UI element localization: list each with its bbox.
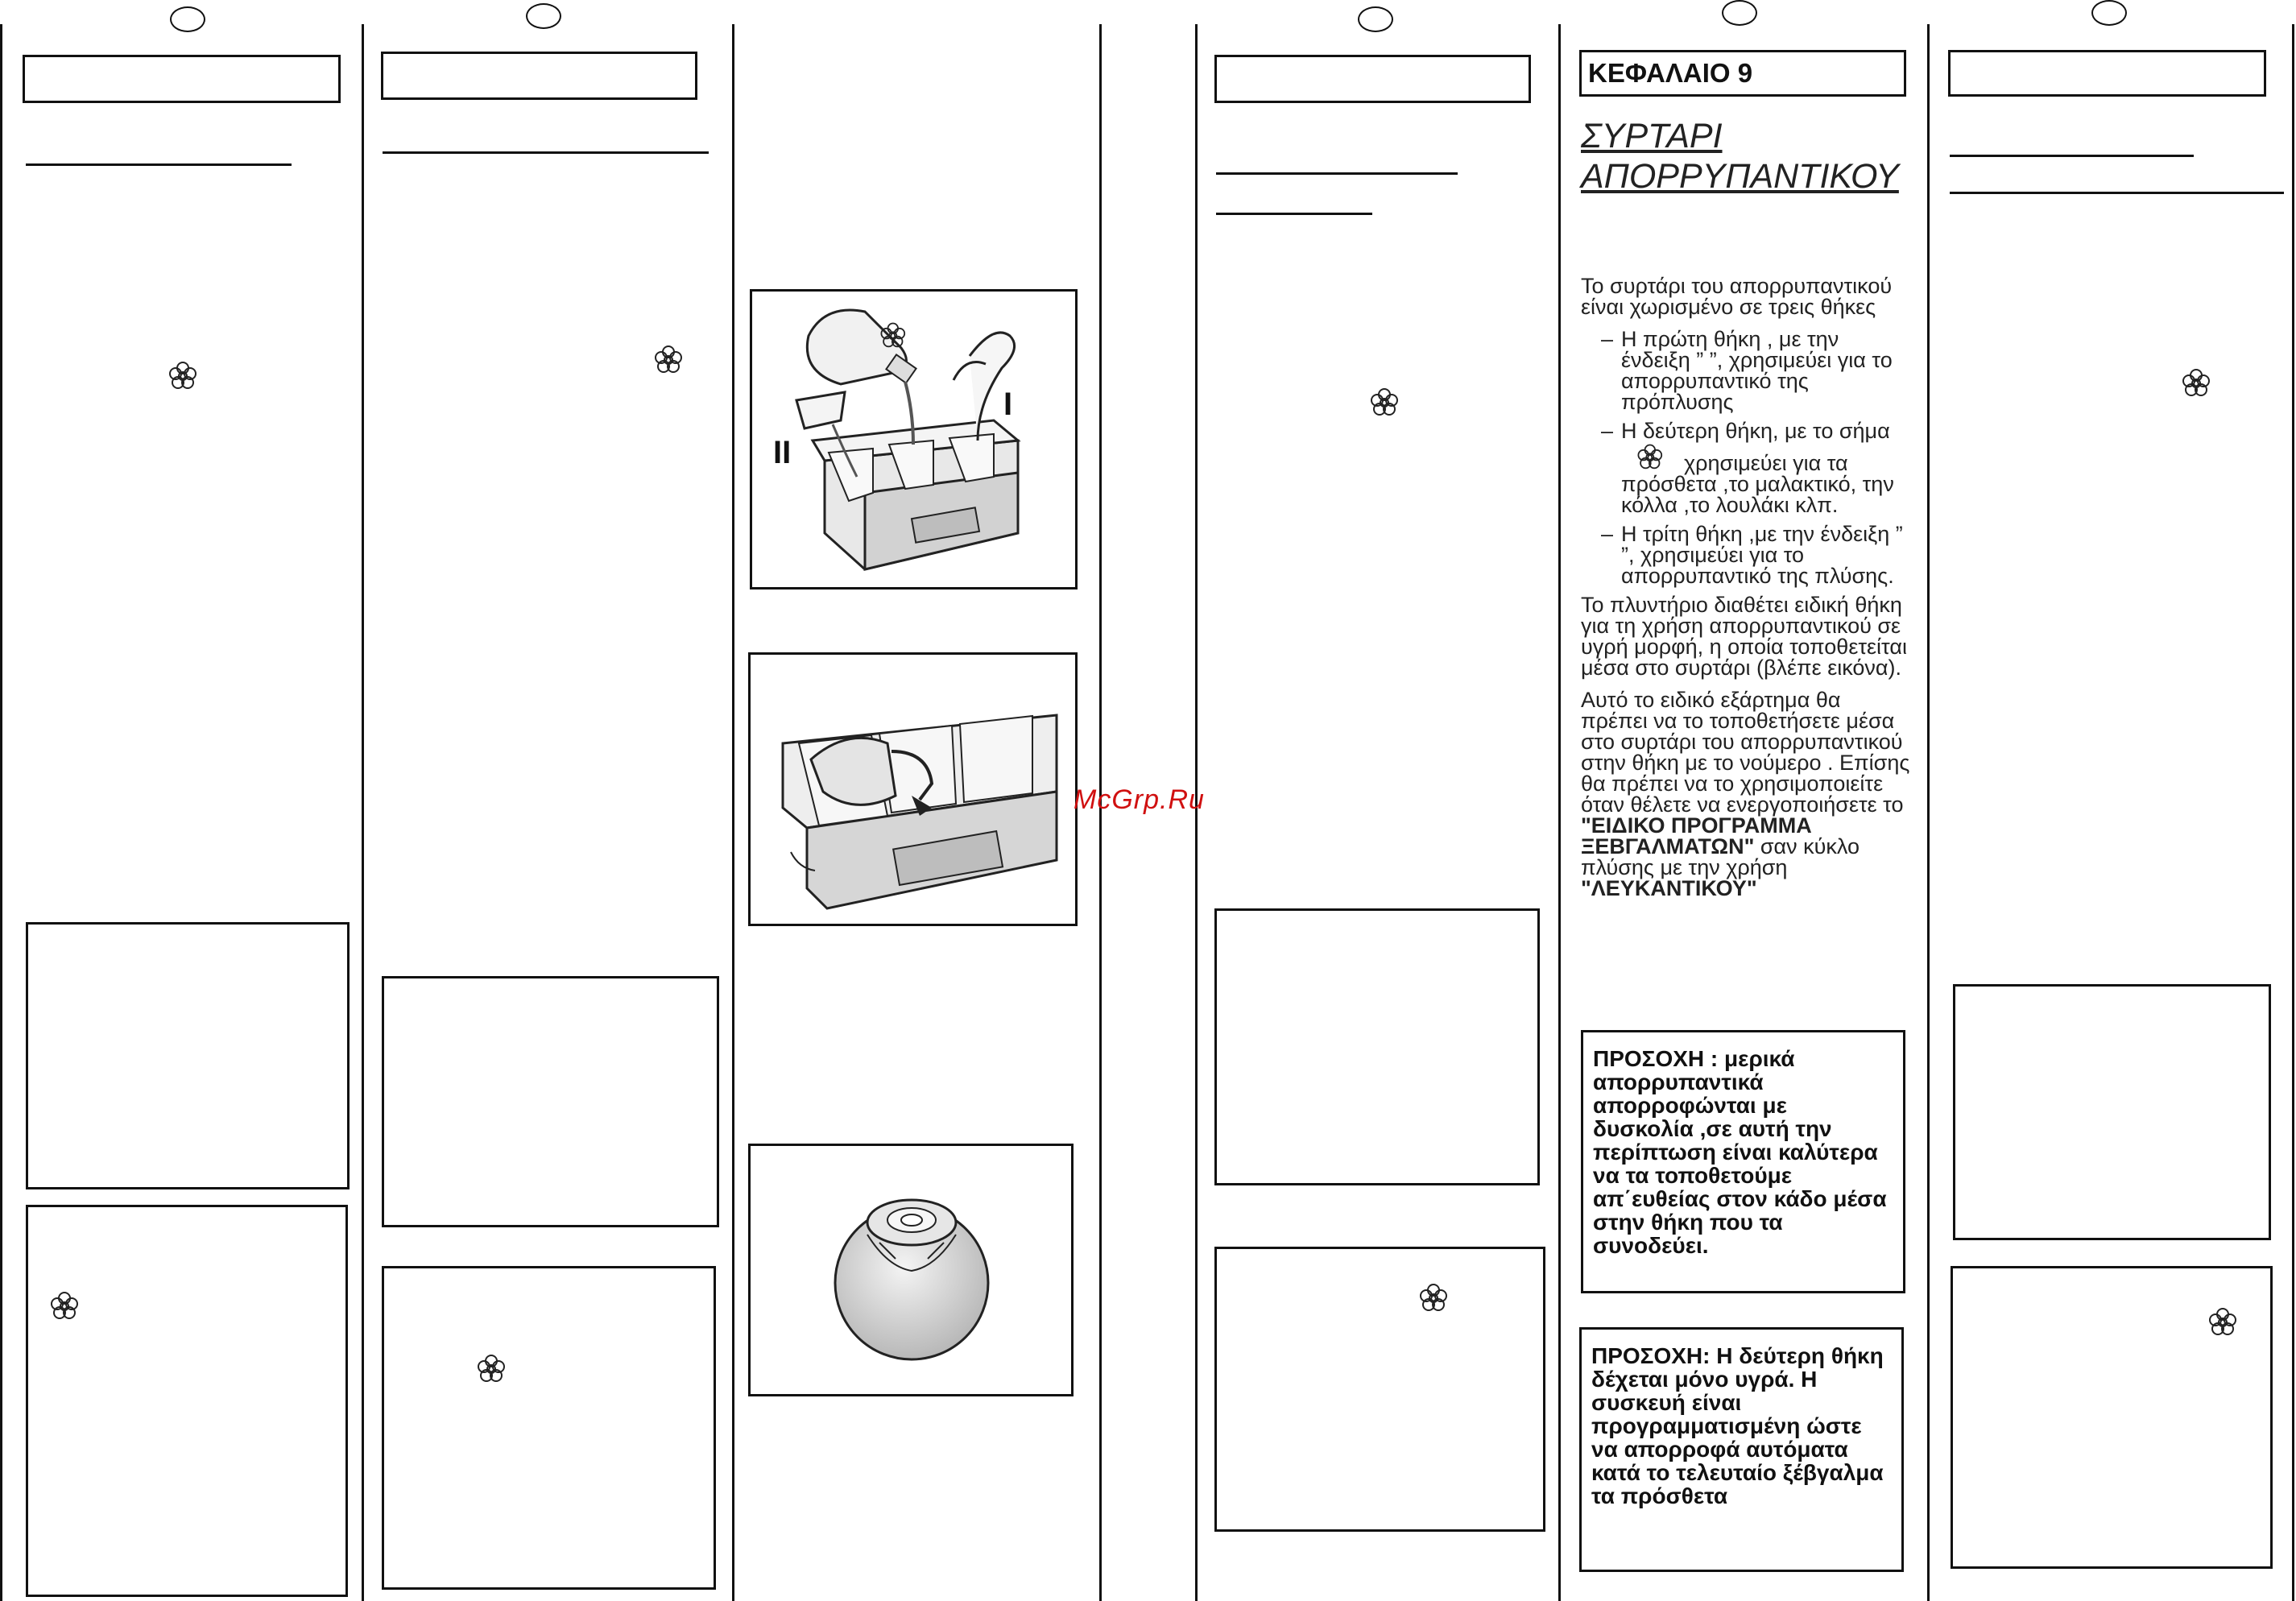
column-divider [732,24,734,1601]
figure-insert-part [748,1144,1074,1396]
watermark: McGrp.Ru [1074,784,1205,815]
binder-hole [1722,0,1757,26]
compartment-label-left: II [773,435,792,470]
title-underline [26,163,292,166]
flower-icon [2205,1305,2240,1340]
compartment-item-3: – Η τρίτη θήκη ,με την ένδειξη ” ”, χρησιμεύει για το απορρυπαντικό της πλύσης. [1601,522,1903,588]
compartment-item-2-cont: χρησιμεύει για τα πρόσθετα ,το μαλακτικό, την κόλλα ,το λουλάκι κλπ. [1581,453,1913,515]
title-underline [1950,155,2194,157]
liquid-paragraph: Το πλυντήριο διαθέτει ειδική θήκη για τη χρήση απορρυπαντικού σε υγρή μορφή, η οποία τοποθετείται μέσα στο συρτάρι (βλέπε εικόνα). [1581,593,1907,680]
warning-box-1 [1581,1030,1905,1293]
flower-icon [651,342,686,378]
binder-hole [526,3,561,29]
warning-text-2: ΠΡΟΣΟΧΗ: Η δεύτερη θήκη δέχεται μόνο υγρά. Η συσκευή είναι προγραμματισμένη ώστε να απορροφά αυτόματα κατά το τελευταίο ξέβγαλμα τα πρόσθετα [1591,1343,1884,1508]
section-title-line1: ΣΥΡΤΑΡΙ [1581,117,1723,155]
warning-box-2 [1579,1327,1904,1572]
figure-detergent-pouring [750,289,1078,590]
empty-note-box [382,1266,716,1590]
empty-note-box [1214,1247,1545,1532]
flower-icon [47,1289,82,1324]
empty-note-box [26,1205,348,1597]
section-title-line2: ΑΠΟΡΡΥΠΑΝΤΙΚΟΥ [1581,157,1899,196]
binder-hole [2091,0,2127,26]
intro-paragraph: Το συρτάρι του απορρυπαντικού είναι χωρισμένο σε τρεις θήκες [1581,274,1893,319]
empty-note-box [1953,984,2271,1240]
flower-icon [1416,1280,1451,1316]
column-divider [362,24,364,1601]
figure-liquid-insert [748,652,1078,926]
binder-hole [1358,6,1393,32]
accessory-paragraph: Αυτό το ειδικό εξάρτημα θα πρέπει να το τοποθετήσετε μέσα στο συρτάρι του απορρυπαντικού στην θήκη με το νούμερο . Επίσης θα πρέπει να το χρησιμοποιείτε όταν θέλετε να ενεργοποιήσετε το "ΕΙΔΙΚΟ ΠΡΟΓΡΑΜΜΑ ΞΕΒΓΑΛΜΑΤΩΝ" σαν κύκλο πλύσης με την χρήση "ΛΕΥΚΑΝΤΙΚΟΥ" [1581,688,1910,900]
flower-icon [1367,385,1402,420]
flower-icon [474,1351,509,1387]
title-underline [1216,213,1372,215]
title-underline [1950,192,2284,194]
flower-icon [1634,441,1666,474]
column-divider [0,24,2,1601]
flower-icon [2178,366,2214,401]
empty-header-box [1214,55,1531,103]
empty-note-box [1214,908,1540,1185]
title-underline [383,151,709,154]
empty-note-box [26,922,350,1189]
compartment-label-right: I [1003,387,1013,422]
drawer-pour-illustration [752,292,1075,587]
chapter-header [1579,50,1906,97]
section-title [1581,116,1919,197]
column-divider [1927,24,1930,1601]
empty-header-box [381,52,697,100]
column-divider [2292,24,2294,1601]
title-underline [1216,172,1458,175]
empty-note-box [382,976,719,1227]
empty-header-box [1948,50,2266,97]
binder-hole [170,6,205,32]
empty-header-box [23,55,341,103]
compartment-item-1: – Η πρώτη θήκη , με την ένδειξη ” ”, χρησιμεύει για το απορρυπαντικό της πρόπλυσης [1601,327,1893,414]
column-divider [1558,24,1561,1601]
drawer-insert-illustration [751,655,1075,924]
compartment-item-2: – Η δεύτερη θήκη, με το σήμα [1601,419,1890,443]
liquid-detergent-container-illustration [751,1146,1071,1394]
flower-icon [165,358,201,394]
chapter-body [1581,275,1913,910]
chapter-label: ΚΕΦΑΛΑΙΟ 9 [1588,58,1753,88]
warning-text-1: ΠΡΟΣΟΧΗ : μερικά απορρυπαντικά απορροφώνται με δυσκολία ,σε αυτή την περίπτωση είναι καλύτερα να τα τοποθετούμε απ΄ευθείας στον κάδο μέσα στην θήκη που τα συνοδεύει. [1593,1046,1887,1258]
